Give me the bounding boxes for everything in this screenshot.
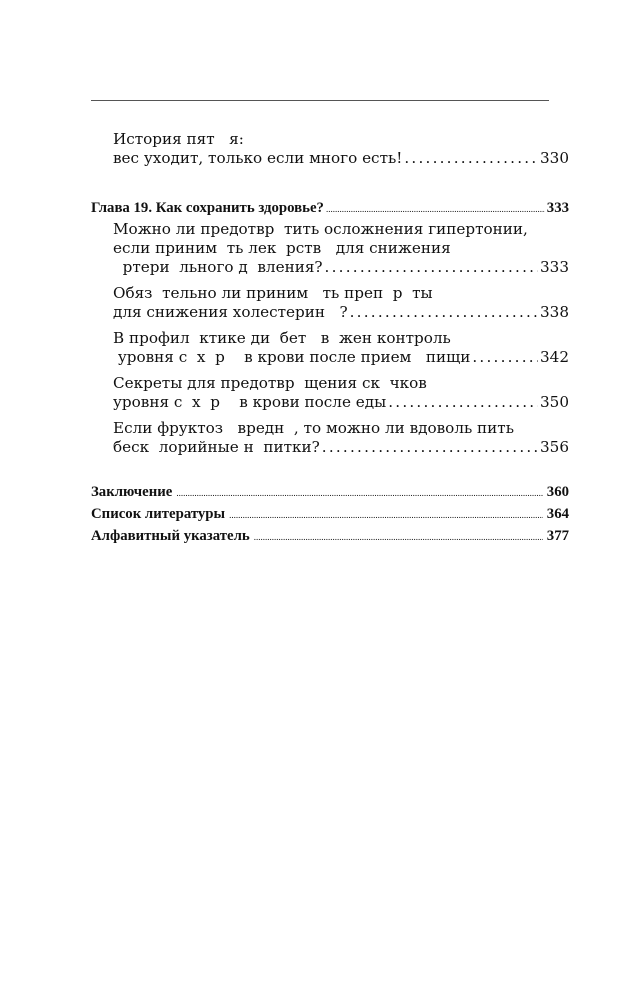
dot-leader [322, 438, 538, 457]
page-number: 338 [540, 303, 569, 321]
toc-entry[interactable] [91, 130, 569, 168]
top-rule [91, 100, 549, 101]
back-matter-title: Заключение [91, 484, 173, 500]
toc-back-matter-item[interactable] [91, 504, 569, 526]
page-number: 350 [540, 393, 569, 411]
toc-entry[interactable] [91, 284, 569, 322]
page-number: 342 [540, 348, 569, 366]
page-number: 333 [540, 258, 569, 276]
table-of-contents [91, 130, 569, 548]
entry-title-line: В профил ктике ди бет в жен контроль [113, 329, 451, 347]
dot-leader [350, 303, 538, 322]
dot-leader [404, 149, 538, 168]
toc-chapter-heading[interactable] [91, 199, 569, 219]
dot-leader [472, 348, 538, 367]
back-matter-title: Список литературы [91, 506, 226, 522]
page-number: 330 [540, 149, 569, 167]
toc-entry[interactable] [91, 374, 569, 412]
entry-title-line: ртери льного д вления? [113, 258, 323, 276]
entry-title-line: уровня с х р в крови после еды [113, 393, 387, 411]
entry-title-line: для снижения холестерин ? [113, 303, 348, 321]
entry-title-line: Если фруктоз вредн , то можно ли вдоволь пить [113, 419, 514, 437]
toc-entry[interactable] [91, 419, 569, 457]
toc-entry[interactable] [91, 329, 569, 367]
back-matter-title: Алфавитный указатель [91, 528, 250, 544]
chapter-title: Глава 19. Как сохранить здоровье? [91, 200, 324, 216]
page-number: 377 [546, 528, 569, 544]
toc-entry[interactable] [91, 220, 569, 277]
entry-title-line: вес уходит, только если много есть! [113, 149, 403, 167]
dot-leader [229, 505, 543, 526]
dot-leader [254, 527, 543, 548]
dot-leader [176, 483, 542, 504]
toc-back-matter-item[interactable] [91, 526, 569, 548]
toc-back-matter-item[interactable] [91, 482, 569, 504]
dot-leader [388, 393, 538, 412]
page-number: 356 [540, 438, 569, 456]
page-number: 333 [546, 200, 569, 216]
dot-leader [326, 200, 545, 219]
entry-title-line: беск лорийные н питки? [113, 438, 320, 456]
page-number: 360 [546, 484, 569, 500]
entry-title-line: уровня с х р в крови после прием пищи [113, 348, 471, 366]
entry-title-line: Обяз тельно ли приним ть преп р ты [113, 284, 433, 302]
entry-title-line: Секреты для предотвр щения ск чков [113, 374, 427, 392]
entry-title-line: История пят я: [113, 130, 244, 148]
entry-title-line: если приним ть лек рств для снижения [113, 239, 451, 257]
entry-title-line: Можно ли предотвр тить осложнения гипертонии, [113, 220, 528, 238]
dot-leader [325, 258, 538, 277]
page-number: 364 [546, 506, 569, 522]
